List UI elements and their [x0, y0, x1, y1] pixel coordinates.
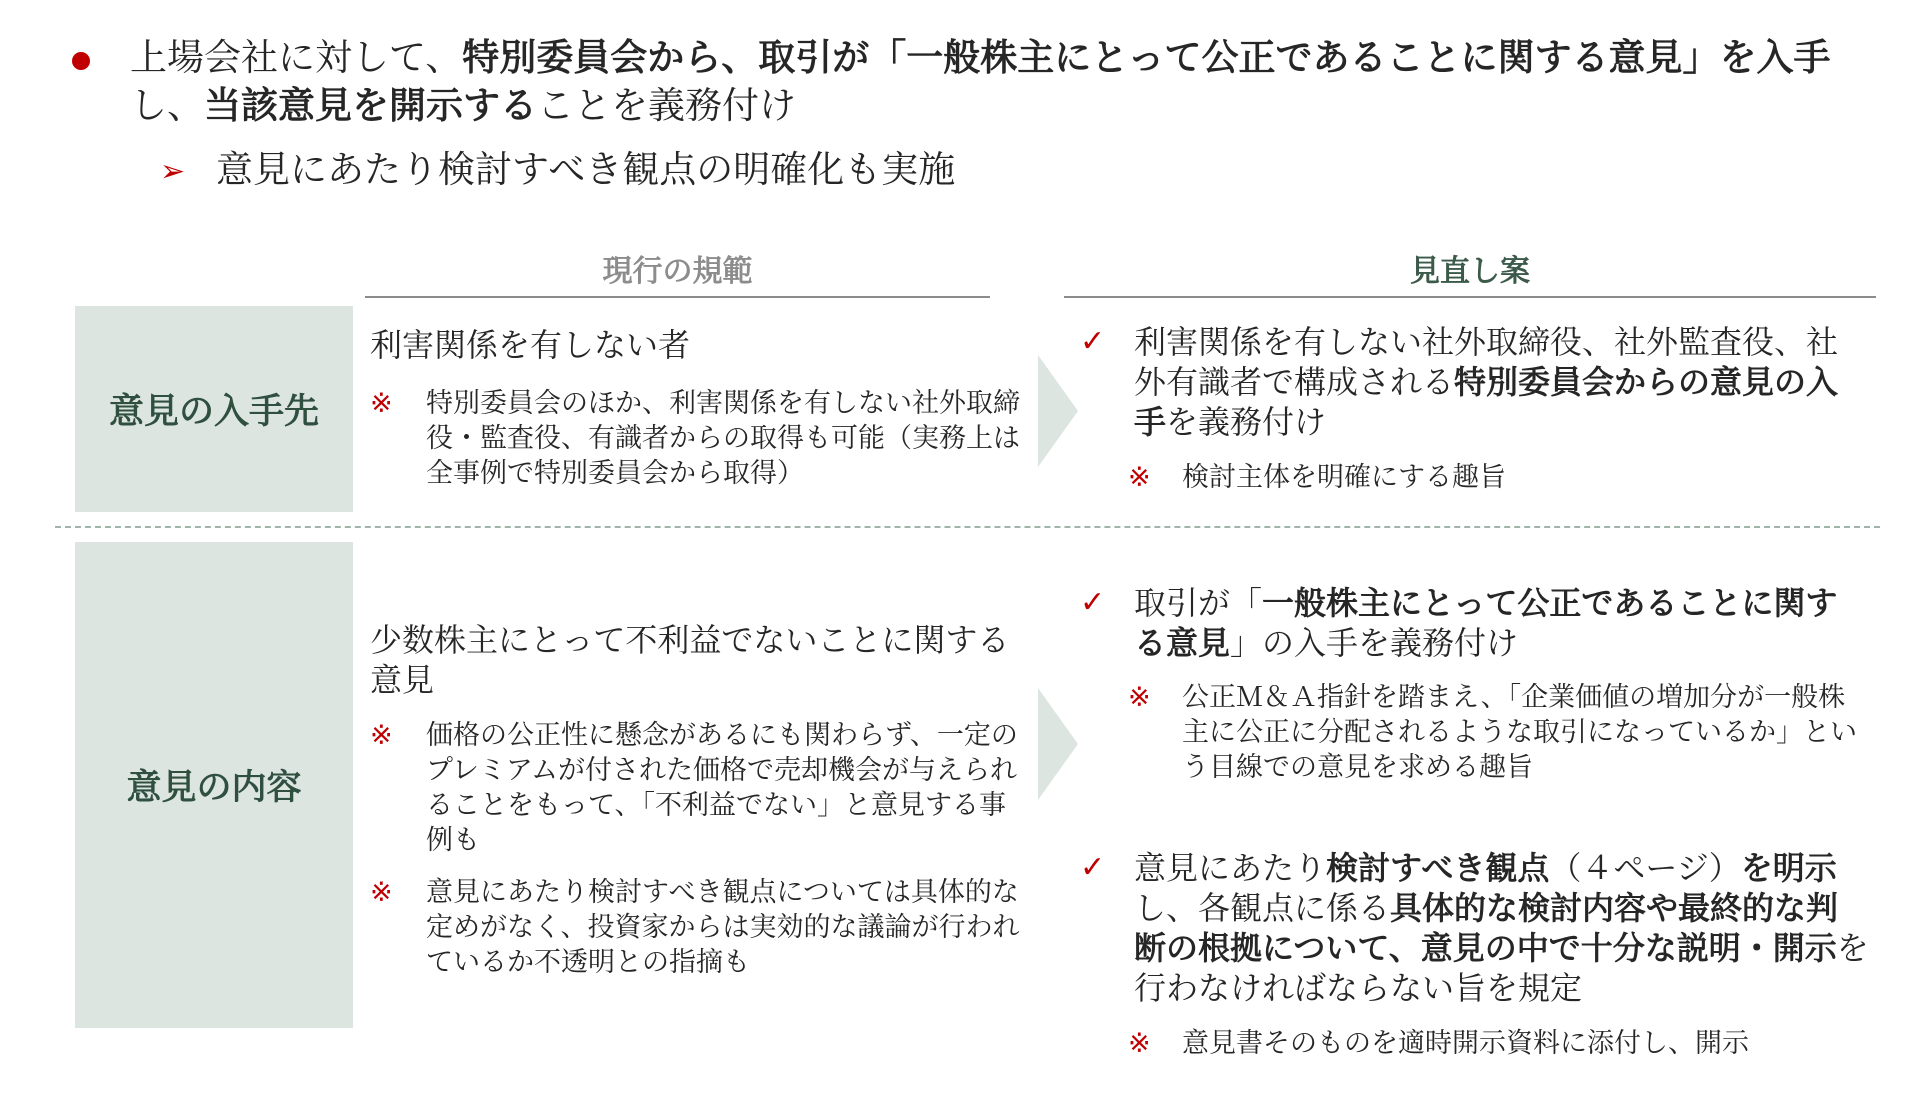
kome-icon: ※: [1128, 462, 1151, 493]
header-current: 現行の規範: [602, 254, 753, 289]
bullet-dot: [72, 52, 90, 70]
current-source-main: 利害関係を有しない者: [370, 326, 691, 364]
proposed-content-note-1: 公正Ｍ＆Ａ指針を踏まえ、「企業価値の増加分が一般株主に公正に分配されるような取引になっているか」という目線での意見を求める趣旨: [1182, 682, 1857, 783]
kome-icon: ※: [1128, 1028, 1151, 1059]
current-content-note-2: 意見にあたり検討すべき観点については具体的な定めがなく、投資家からは実効的な議論が行われているか不透明との指摘も: [426, 877, 1020, 978]
current-source-note: 特別委員会のほか、利害関係を有しない社外取締役・監査役、有識者からの取得も可能（実務上は全事例で特別委員会から取得）: [426, 388, 1020, 489]
row-label-content: 意見の内容: [75, 542, 353, 1028]
kome-icon: ※: [1128, 682, 1151, 713]
current-content-note-1: 価格の公正性に懸念があるにも関わらず、一定のプレミアムが付された価格で売却機会が与えられることをもって、「不利益でない」と意見する事例も: [426, 720, 1018, 856]
intro-sub-text: 意見にあたり検討すべき観点の明確化も実施: [216, 148, 956, 191]
check-icon: ✓: [1080, 850, 1106, 885]
header-current-rule: [365, 296, 990, 298]
proposed-source-main: 利害関係を有しない社外取締役、社外監査役、社外有識者で構成される特別委員会からの意見の入手を義務付け: [1134, 323, 1839, 441]
proposed-source-note: 検討主体を明確にする趣旨: [1182, 462, 1506, 493]
proposed-content-note-2: 意見書そのものを適時開示資料に添付し、開示: [1182, 1028, 1749, 1059]
chevron-right-icon: [1038, 688, 1078, 800]
arrow-icon: ➢: [160, 154, 186, 189]
proposed-content-main-2: 意見にあたり検討すべき観点（４ページ）を明示し、各観点に係る具体的な検討内容や最終的な判断の根拠について、意見の中で十分な説明・開示を行わなければならない旨を規定: [1134, 849, 1869, 1007]
intro-text: 上場会社に対して、特別委員会から、取引が「一般株主にとって公正であることに関する意見」を入手し、当該意見を開示することを義務付け: [130, 36, 1831, 127]
chevron-right-icon: [1038, 355, 1078, 467]
check-icon: ✓: [1080, 585, 1106, 620]
kome-icon: ※: [370, 877, 393, 908]
kome-icon: ※: [370, 388, 393, 419]
current-content-main: 少数株主にとって不利益でないことに関する意見: [370, 621, 1010, 699]
header-proposed: 見直し案: [1410, 254, 1530, 289]
header-proposed-rule: [1064, 296, 1876, 298]
check-icon: ✓: [1080, 324, 1106, 359]
row-label-source: 意見の入手先: [75, 306, 353, 512]
row-divider: [55, 526, 1880, 528]
kome-icon: ※: [370, 720, 393, 751]
proposed-content-main-1: 取引が「一般株主にとって公正であることに関する意見」の入手を義務付け: [1134, 584, 1838, 662]
